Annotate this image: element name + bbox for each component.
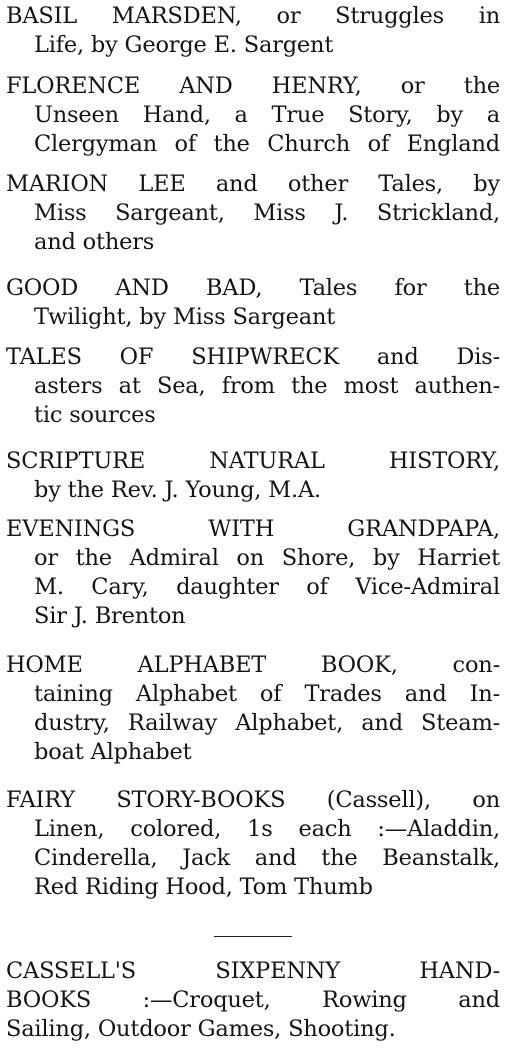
- entry-line: FAIRY STORY-BOOKS (Cassell), on: [6, 787, 500, 813]
- book-entry-evenings-with-grandpapa: [6, 515, 500, 631]
- book-entry-florence-and-henry: [6, 72, 500, 159]
- book-entry-home-alphabet-book: [6, 651, 500, 767]
- book-entry-fairy-story-books: [6, 786, 500, 902]
- entry-line: BOOKS :—Croquet, Rowing and: [6, 987, 500, 1013]
- entry-line: boat Alphabet: [34, 739, 192, 765]
- entry-line: BASIL MARSDEN, or Struggles in: [6, 3, 500, 29]
- entry-line: TALES OF SHIPWRECK and Dis-: [6, 344, 500, 370]
- entry-line: Life, by George E. Sargent: [34, 32, 334, 58]
- entry-line: Sailing, Outdoor Games, Shooting.: [6, 1016, 396, 1042]
- entry-line: by the Rev. J. Young, M.A.: [34, 477, 321, 503]
- entry-line: SCRIPTURE NATURAL HISTORY,: [6, 448, 500, 474]
- entry-line: dustry, Railway Alphabet, and Steam-: [34, 710, 500, 736]
- entry-line: Clergyman of the Church of England: [34, 131, 500, 157]
- book-entry-tales-of-shipwreck: [6, 343, 500, 430]
- entry-line: tic sources: [34, 402, 156, 428]
- entry-line: Red Riding Hood, Tom Thumb: [34, 874, 373, 900]
- entry-line: Cinderella, Jack and the Beanstalk,: [34, 845, 500, 871]
- entry-line: CASSELL'S SIXPENNY HAND-: [6, 958, 500, 984]
- entry-line: Unseen Hand, a True Story, by a: [34, 102, 500, 128]
- entry-line: taining Alphabet of Trades and In-: [34, 681, 500, 707]
- entry-line: Twilight, by Miss Sargeant: [34, 304, 336, 330]
- book-entry-basil-marsden: [6, 2, 500, 60]
- entry-line: GOOD AND BAD, Tales for the: [6, 275, 500, 301]
- section-divider: [214, 936, 292, 937]
- entry-line: EVENINGS WITH GRANDPAPA,: [6, 516, 500, 542]
- book-entry-cassells-sixpenny-handbooks: [6, 957, 500, 1044]
- entry-line: Miss Sargeant, Miss J. Strickland,: [34, 200, 500, 226]
- entry-line: M. Cary, daughter of Vice-Admiral: [34, 574, 500, 600]
- entry-line: and others: [34, 229, 155, 255]
- entry-line: Linen, colored, 1s each :—Aladdin,: [34, 816, 500, 842]
- entry-line: MARION LEE and other Tales, by: [6, 171, 500, 197]
- book-entry-scripture-natural-history: [6, 447, 500, 505]
- book-entry-good-and-bad: [6, 274, 500, 332]
- entry-line: or the Admiral on Shore, by Harriet: [34, 545, 500, 571]
- entry-line: asters at Sea, from the most authen-: [34, 373, 500, 399]
- book-entry-marion-lee: [6, 170, 500, 257]
- entry-line: FLORENCE AND HENRY, or the: [6, 73, 500, 99]
- entry-line: HOME ALPHABET BOOK, con-: [6, 652, 500, 678]
- entry-line: Sir J. Brenton: [34, 603, 186, 629]
